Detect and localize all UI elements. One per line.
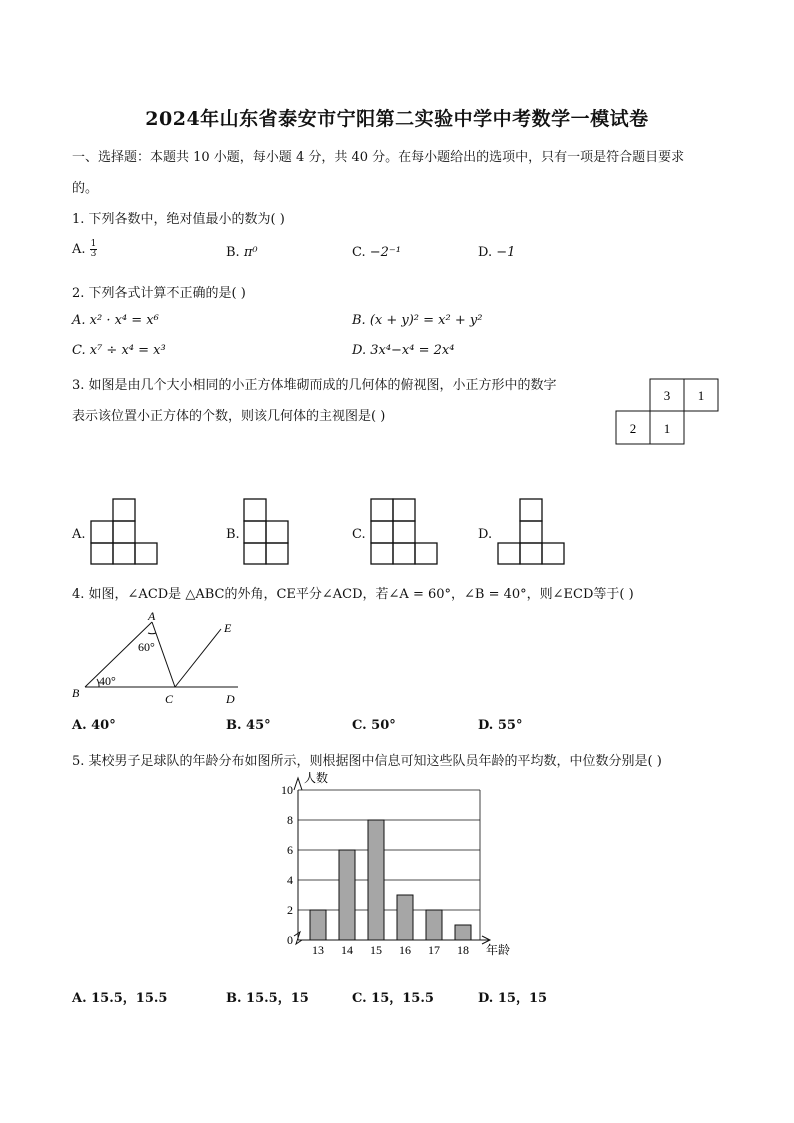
chart-xtick-label: 13	[312, 943, 324, 957]
q3-option-a-figure	[90, 497, 160, 567]
q4-point-label: E	[224, 621, 232, 635]
q3-grid-cell: 1	[663, 421, 671, 436]
q4-option-d: D. 55°	[478, 718, 523, 733]
q4-angle-label: 60°	[138, 640, 155, 654]
chart-yticks	[281, 783, 293, 947]
q1-option-b-value: π⁰	[243, 245, 258, 260]
chart-bar-18	[455, 925, 471, 940]
chart-xlabel: 年龄	[486, 943, 511, 957]
q1-stem: 1. 下列各数中，绝对值最小的数为( )	[72, 212, 285, 227]
chart-xtick-label: 15	[370, 943, 382, 957]
q4-point-label: D	[226, 692, 235, 706]
q5-option-b: B. 15.5，15	[226, 991, 309, 1006]
page-title: 2024年山东省泰安市宁阳第二实验中学中考数学一模试卷	[145, 108, 649, 130]
q3-option-b-figure	[243, 497, 293, 567]
q3-option-a-label: A.	[72, 527, 86, 542]
chart-bar-16	[397, 895, 413, 940]
q4-angle-label: 40°	[99, 674, 116, 688]
q3-stem-line2: 表示该位置小正方体的个数，则该几何体的主视图是( )	[72, 409, 386, 424]
chart-ytick-label: 10	[281, 783, 293, 797]
chart-bar-17	[426, 910, 442, 940]
q1-option-b-label: B.	[226, 245, 240, 260]
chart-bar-15	[368, 820, 384, 940]
chart-ytick-label: 8	[287, 813, 293, 827]
q4-option-b: B. 45°	[226, 718, 271, 733]
q1-option-c-label: C.	[352, 245, 366, 260]
q4-point-label: C	[165, 692, 174, 706]
fraction-numerator: 1	[90, 239, 97, 249]
q1-option-d	[478, 245, 515, 260]
chart-xtick-label: 16	[399, 943, 411, 957]
q2-stem: 2. 下列各式计算不正确的是( )	[72, 286, 246, 301]
q2-option-c: C. x⁷ ÷ x⁴ = x³	[72, 343, 166, 358]
q5-stem: 5. 某校男子足球队的年龄分布如图所示，则根据图中信息可知这些队员年龄的平均数，中位数分别是( )	[72, 754, 662, 769]
q3-top-view-figure	[610, 374, 730, 454]
chart-ytick-label: 6	[287, 843, 293, 857]
chart-ytick-label: 2	[287, 903, 293, 917]
chart-xticks	[312, 943, 469, 957]
q5-option-c: C. 15，15.5	[352, 991, 434, 1006]
q3-option-d-label: D.	[478, 527, 493, 542]
q3-stem-line1: 3. 如图是由几个大小相同的小正方体堆砌而成的几何体的俯视图，小正方形中的数字	[72, 378, 557, 393]
chart-xtick-label: 18	[457, 943, 469, 957]
q4-option-a: A. 40°	[72, 718, 116, 733]
q3-grid-cell: 1	[697, 388, 705, 403]
q2-option-b: B. (x + y)² = x² + y²	[352, 313, 483, 328]
q1-option-c-value: −2⁻¹	[369, 245, 402, 260]
q1-option-c	[352, 245, 401, 260]
q4-stem: 4. 如图，∠ACD是 △ABC的外角，CE平分∠ACD，若∠A = 60°，∠B = 40°，则∠ECD等于( )	[72, 587, 634, 602]
q5-option-d: D. 15，15	[478, 991, 548, 1006]
q5-option-a: A. 15.5，15.5	[72, 991, 168, 1006]
q5-bar-chart	[270, 768, 520, 963]
q3-grid-cell: 2	[629, 421, 637, 436]
fraction-denominator: 3	[90, 249, 97, 259]
chart-xtick-label: 17	[428, 943, 440, 957]
q2-option-d: D. 3x⁴−x⁴ = 2x⁴	[352, 343, 455, 358]
q4-point-label: B	[72, 686, 80, 700]
section-heading-cont: 的。	[72, 181, 99, 196]
chart-ytick-label: 4	[287, 873, 293, 887]
q1-option-a-label: A.	[72, 242, 86, 257]
q4-option-c: C. 50°	[352, 718, 396, 733]
section-heading: 一、选择题：本题共 10 小题，每小题 4 分，共 40 分。在每小题给出的选项中，只有一项是符合题目要求	[72, 150, 685, 165]
q3-grid-cell: 3	[663, 388, 671, 403]
q4-point-label: A	[148, 609, 156, 623]
q1-option-a	[72, 240, 97, 259]
chart-bar-13	[310, 910, 326, 940]
q4-triangle-figure	[68, 607, 248, 707]
chart-bar-14	[339, 850, 355, 940]
chart-ylabel: 人数	[304, 771, 329, 785]
q3-option-c-figure	[370, 497, 440, 567]
q2-option-a: A. x² · x⁴ = x⁶	[72, 313, 159, 328]
q1-option-b	[226, 245, 258, 260]
q3-option-d-figure	[497, 497, 567, 567]
q1-option-a-fraction	[90, 240, 98, 259]
chart-xtick-label: 14	[341, 943, 353, 957]
chart-ytick-label: 0	[287, 933, 293, 947]
q3-option-c-label: C.	[352, 527, 366, 542]
q1-option-d-label: D.	[478, 245, 493, 260]
q1-option-d-value: −1	[496, 245, 516, 260]
q3-option-b-label: B.	[226, 527, 240, 542]
